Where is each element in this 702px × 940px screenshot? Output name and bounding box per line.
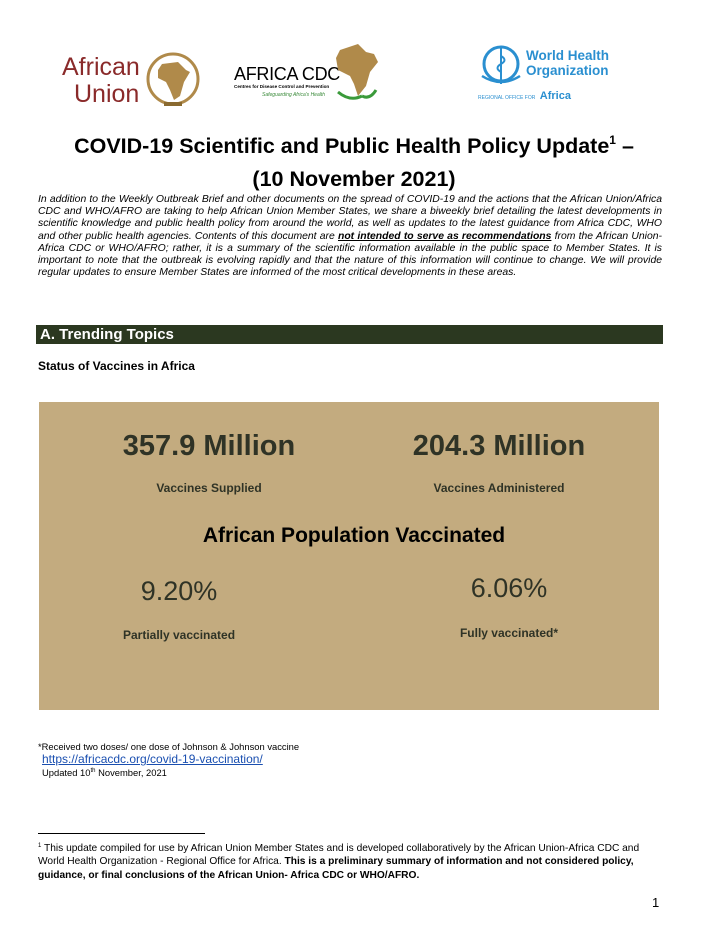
section-heading-bar: A. Trending Topics (36, 325, 663, 344)
vaccines-supplied-label: Vaccines Supplied (156, 481, 262, 495)
title-date: (10 November 2021) (252, 167, 456, 191)
au-logo-line1: African (62, 53, 140, 81)
footnote-bold-text: This is a preliminary summary of information and not considered policy, guidance, or final conclusions of the African Union- Africa CDC or WHO/AFRO. (38, 856, 634, 881)
who-logo-line2: Organization (526, 63, 609, 78)
who-region: Africa (539, 90, 571, 102)
partially-vaccinated-value: 9.20% (140, 576, 218, 606)
africa-emblem-icon (146, 52, 200, 108)
au-logo-line2: Union (74, 80, 140, 108)
updated-prefix: Updated 10 (42, 767, 91, 778)
footnote-mark: 1 (38, 843, 42, 849)
intro-part1: In addition to the Weekly Outbreak Brief and other documents on the spread of COVID-19 and the actions that the African Union/Africa CDC and WHO/AFRO are taking to help African Union Member States, we share a biweekly brief detailing the latest developments in scientific knowledge and public health policy from around the world, as well as updates to the latest guidance from Africa CDC, WHO and other public health agencies. Contents of this document are (38, 194, 662, 242)
vaccines-supplied-value: 357.9 Million (122, 430, 296, 462)
intro-underlined: not intended to serve as recommendations (337, 230, 552, 242)
page-title (30, 124, 678, 196)
title-footnote-mark: 1 (609, 133, 616, 147)
updated-suffix: November, 2021 (95, 767, 167, 778)
title-line1-end: – (615, 134, 634, 158)
footnote-1 (38, 840, 658, 882)
intro-part2: from the African Union-Africa CDC or WHO/AFRO; rather, it is a summary of the scientific information available in the public space to Member States. It is important to note that the outbreak is evolving rapidly and that the nature of this information will continue to change. We will provide regular updates to ensure Member States are informed of the most critical developments in these areas. (38, 230, 663, 279)
cdc-logo-name: AFRICA CDC (234, 64, 341, 84)
intro-paragraph (38, 194, 662, 279)
who-logo-line1: World Health (526, 48, 610, 63)
vaccines-administered-value: 204.3 Million (412, 430, 586, 462)
population-vaccinated-heading: African Population Vaccinated (202, 524, 506, 547)
updated-sup: th (90, 768, 96, 774)
footnote-text: This update compiled for use by African Union Member States and is developed collaboratively by the African Union-Africa CDC and World Health Organization - Regional Office for Africa. (38, 843, 640, 868)
vaccines-administered-label: Vaccines Administered (433, 481, 565, 495)
who-region-prefix: REGIONAL OFFICE FOR (478, 95, 536, 101)
section-subheading: Status of Vaccines in Africa (38, 359, 195, 373)
cdc-logo-subtitle: Centres for Disease Control and Prevention (234, 84, 330, 89)
who-logo (476, 44, 616, 100)
vaccine-footnote: *Received two doses/ one dose of Johnson & Johnson vaccine (38, 741, 300, 752)
footnote-divider (38, 833, 205, 834)
fully-vaccinated-label: Fully vaccinated* (459, 626, 559, 640)
cdc-logo-tagline: Safeguarding Africa's Health (262, 92, 326, 98)
title-line1: COVID-19 Scientific and Public Health Policy Update (74, 134, 610, 158)
source-link[interactable]: https://africacdc.org/covid-19-vaccination/ (42, 752, 263, 766)
fully-vaccinated-value: 6.06% (470, 573, 548, 603)
partially-vaccinated-label: Partially vaccinated (122, 628, 236, 642)
africa-map-icon (332, 42, 382, 104)
african-union-logo (62, 48, 202, 110)
vaccine-status-infographic (39, 402, 659, 710)
updated-date (42, 767, 167, 778)
who-emblem-icon (478, 44, 524, 88)
page-number: 1 (652, 895, 660, 910)
africa-cdc-logo (232, 42, 384, 108)
